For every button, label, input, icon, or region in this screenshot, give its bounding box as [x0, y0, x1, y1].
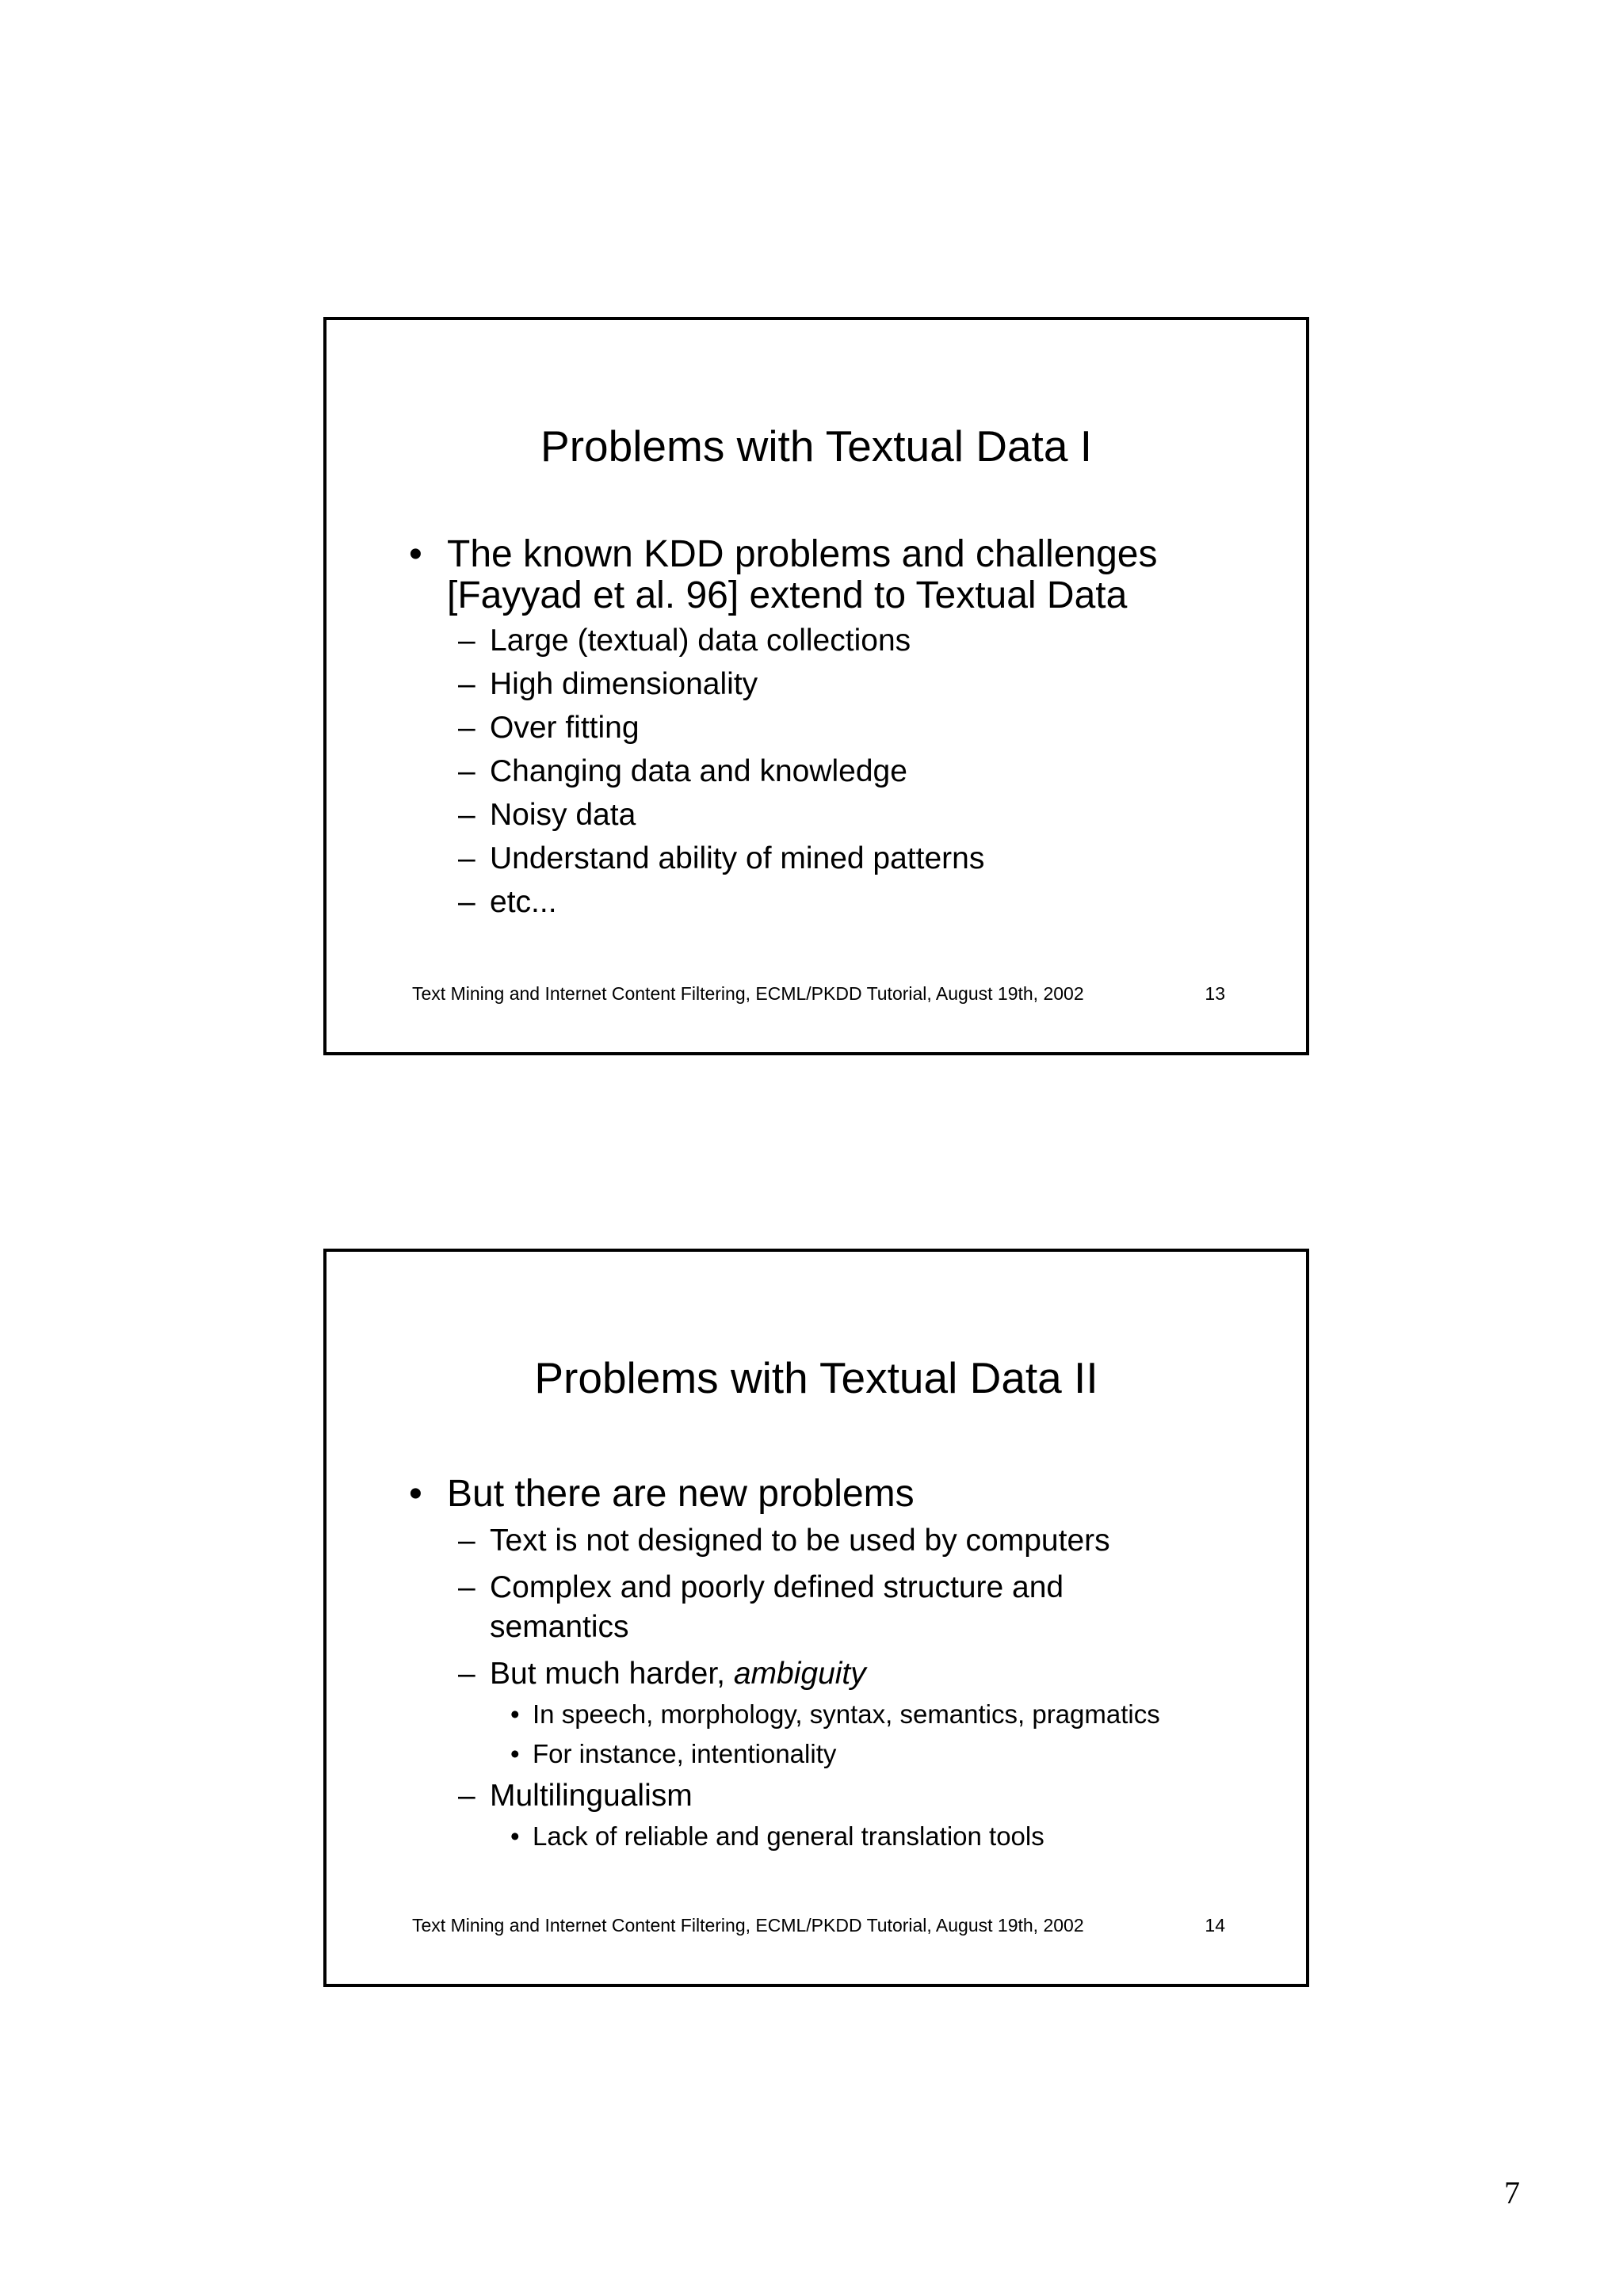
bullet-text: But there are new problems [447, 1473, 915, 1515]
sub-bullet-text-line-1: Complex and poorly defined structure and [490, 1570, 1064, 1604]
slide-number: 13 [1205, 983, 1225, 1004]
sub-bullet [327, 1654, 1306, 1694]
dash-mark: – [458, 667, 475, 701]
sub-sub-bullet-text: For instance, intentionality [533, 1739, 837, 1768]
sub-bullet [327, 1521, 1306, 1561]
sub-bullet-text: But much harder, [490, 1657, 734, 1691]
sub-bullet [327, 839, 1306, 879]
dash-mark: – [458, 1524, 475, 1558]
bullet-dot: • [409, 1473, 422, 1515]
sub-sub-bullet [327, 1737, 1306, 1772]
page-number: 7 [1504, 2175, 1520, 2210]
sub-bullet [327, 708, 1306, 748]
sub-bullet-text: Noisy data [490, 798, 636, 832]
sub-bullet [327, 883, 1306, 922]
sub-sub-bullet-text: Lack of reliable and general translation tools [533, 1821, 1044, 1851]
sub-sub-bullet-text: In speech, morphology, syntax, semantics, pragmatics [533, 1699, 1160, 1729]
slide-footer [412, 1914, 1225, 1936]
sub-bullet-text: Text is not designed to be used by computers [490, 1524, 1110, 1558]
sub-bullet-text: Changing data and knowledge [490, 754, 907, 788]
sub-bullet-text: High dimensionality [490, 667, 758, 701]
slide-content [327, 534, 1306, 922]
sub-bullet-text: Over fitting [490, 711, 640, 745]
slide-title: Problems with Textual Data I [540, 421, 1092, 471]
bullet-text-line-2: [Fayyad et al. 96] extend to Textual Data [447, 574, 1128, 616]
dash-mark: – [458, 711, 475, 745]
sub-bullet-text-line-2: semantics [490, 1610, 629, 1644]
sub-bullet [327, 1776, 1306, 1816]
slide-number: 14 [1205, 1915, 1225, 1936]
bullet [327, 1474, 1306, 1515]
bullet [327, 534, 1306, 616]
sub-bullet [327, 621, 1306, 661]
sub-bullet-text: Multilingualism [490, 1779, 693, 1813]
sub-bullet-text: Large (textual) data collections [490, 624, 911, 658]
sub-bullet [327, 795, 1306, 835]
dash-mark: – [458, 798, 475, 832]
slide-13 [323, 317, 1309, 1055]
emphasis-text: ambiguity [733, 1657, 866, 1691]
sub-bullet-text: etc... [490, 885, 557, 919]
footer-text: Text Mining and Internet Content Filtering, ECML/PKDD Tutorial, August 19th, 2002 [412, 983, 1084, 1004]
sub-bullet [327, 1568, 1306, 1647]
dash-mark: – [458, 624, 475, 658]
dash-mark: – [458, 1657, 475, 1691]
dash-mark: – [458, 841, 475, 875]
bullet-dot: • [510, 1821, 520, 1851]
dash-mark: – [458, 1570, 475, 1604]
bullet-text-line-1: The known KDD problems and challenges [447, 533, 1158, 575]
sub-bullet [327, 665, 1306, 704]
sub-sub-bullet [327, 1819, 1306, 1854]
sub-sub-bullet [327, 1697, 1306, 1732]
slide-footer [412, 982, 1225, 1005]
bullet-dot: • [409, 533, 422, 575]
dash-mark: – [458, 754, 475, 788]
sub-bullet [327, 752, 1306, 791]
footer-text: Text Mining and Internet Content Filtering, ECML/PKDD Tutorial, August 19th, 2002 [412, 1915, 1084, 1936]
slide-14 [323, 1249, 1309, 1987]
slide-content [327, 1474, 1306, 1854]
bullet-dot: • [510, 1739, 520, 1768]
sub-bullet-text: Understand ability of mined patterns [490, 841, 985, 875]
dash-mark: – [458, 885, 475, 919]
bullet-dot: • [510, 1699, 520, 1729]
slide-title: Problems with Textual Data II [534, 1353, 1098, 1402]
dash-mark: – [458, 1779, 475, 1813]
